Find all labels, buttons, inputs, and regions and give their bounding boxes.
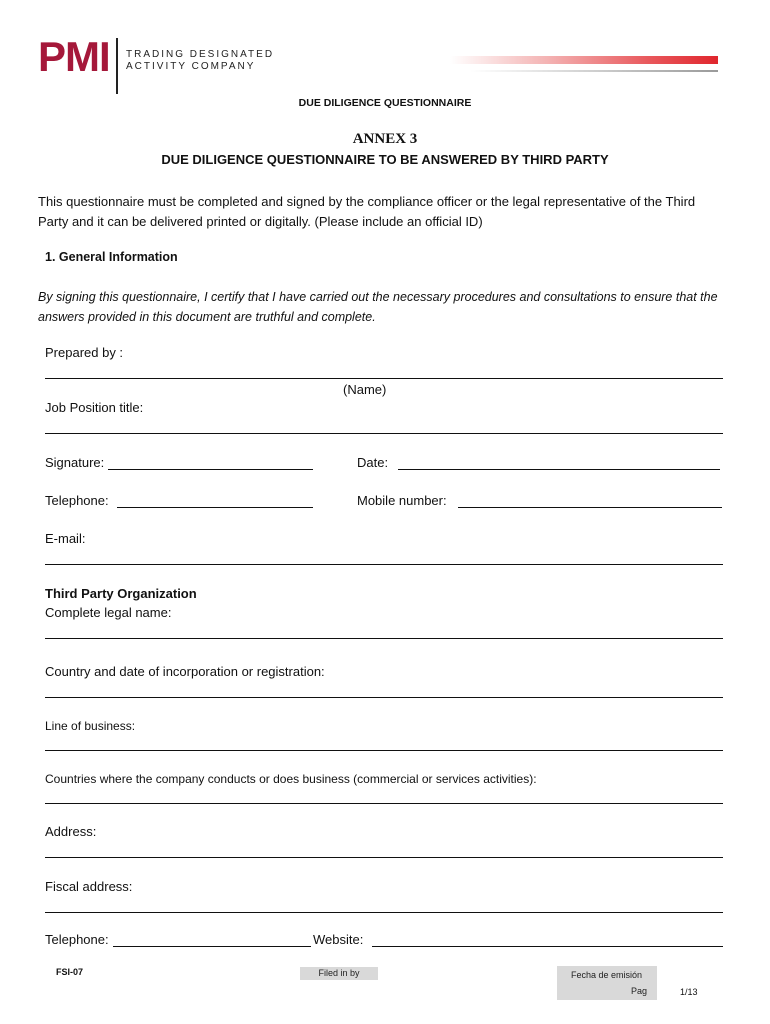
address-field[interactable]	[45, 857, 723, 858]
issue-date-box	[557, 966, 657, 1000]
email-field[interactable]	[45, 564, 723, 565]
signature-field[interactable]	[108, 469, 313, 470]
company-name	[126, 49, 274, 73]
job-position-field[interactable]	[45, 433, 723, 434]
name-caption: (Name)	[343, 382, 387, 397]
telephone-field[interactable]	[117, 507, 313, 508]
address-label: Address:	[45, 824, 97, 839]
mobile-number-label: Mobile number:	[357, 493, 447, 508]
form-code: FSI-07	[56, 967, 84, 977]
job-position-label: Job Position title:	[45, 400, 144, 415]
intro-paragraph: This questionnaire must be completed and signed by the compliance officer or the legal representative of the Third Party and it can be delivered printed or digitally. (Please include an official ID)	[38, 194, 696, 229]
filed-in-by-box: Filed in by	[300, 967, 378, 980]
fiscal-address-field[interactable]	[45, 912, 723, 913]
date-label: Date:	[357, 455, 389, 470]
page-number: 1/13	[680, 987, 698, 997]
annex-title: ANNEX 3	[352, 131, 418, 147]
certification-statement: By signing this questionnaire, I certify that I have carried out the necessary procedures and consultations to ensure that the answers provided in this document are truthful and complete.	[38, 290, 718, 324]
legal-name-field[interactable]	[45, 638, 723, 639]
signature-label: Signature:	[45, 455, 105, 470]
prepared-by-label: Prepared by :	[45, 345, 124, 360]
issue-date-label: Fecha de emisión	[571, 970, 643, 980]
section-heading-general-information: 1. General Information	[45, 250, 178, 264]
document-header-title: DUE DILIGENCE QUESTIONNAIRE	[298, 97, 472, 109]
email-label: E-mail:	[45, 531, 86, 546]
header-red-stripe	[450, 56, 718, 64]
countries-label: Countries where the company conducts or does business (commercial or services activities):	[45, 772, 537, 786]
org-telephone-field[interactable]	[113, 946, 311, 947]
prepared-by-field[interactable]	[45, 378, 723, 379]
telephone-label: Telephone:	[45, 493, 109, 508]
countries-field[interactable]	[45, 803, 723, 804]
line-of-business-label: Line of business:	[45, 719, 136, 733]
country-date-field[interactable]	[45, 697, 723, 698]
page-label: Pag	[631, 986, 648, 996]
org-telephone-label: Telephone:	[45, 932, 109, 947]
pmi-logo: PMI	[38, 33, 110, 80]
date-field[interactable]	[398, 469, 720, 470]
header-gray-stripe	[470, 70, 718, 72]
logo-divider	[116, 38, 118, 94]
website-field[interactable]	[372, 946, 723, 947]
line-of-business-field[interactable]	[45, 750, 723, 751]
fiscal-address-label: Fiscal address:	[45, 879, 133, 894]
company-line-1: TRADING DESIGNATED	[126, 49, 275, 60]
website-label: Website:	[313, 932, 364, 947]
legal-name-label: Complete legal name:	[45, 605, 172, 620]
organization-heading: Third Party Organization	[45, 586, 197, 601]
mobile-number-field[interactable]	[458, 507, 722, 508]
questionnaire-subtitle: DUE DILIGENCE QUESTIONNAIRE TO BE ANSWERED BY THIRD PARTY	[161, 152, 609, 167]
company-line-2: ACTIVITY COMPANY	[126, 61, 256, 72]
country-date-label: Country and date of incorporation or registration:	[45, 664, 325, 679]
